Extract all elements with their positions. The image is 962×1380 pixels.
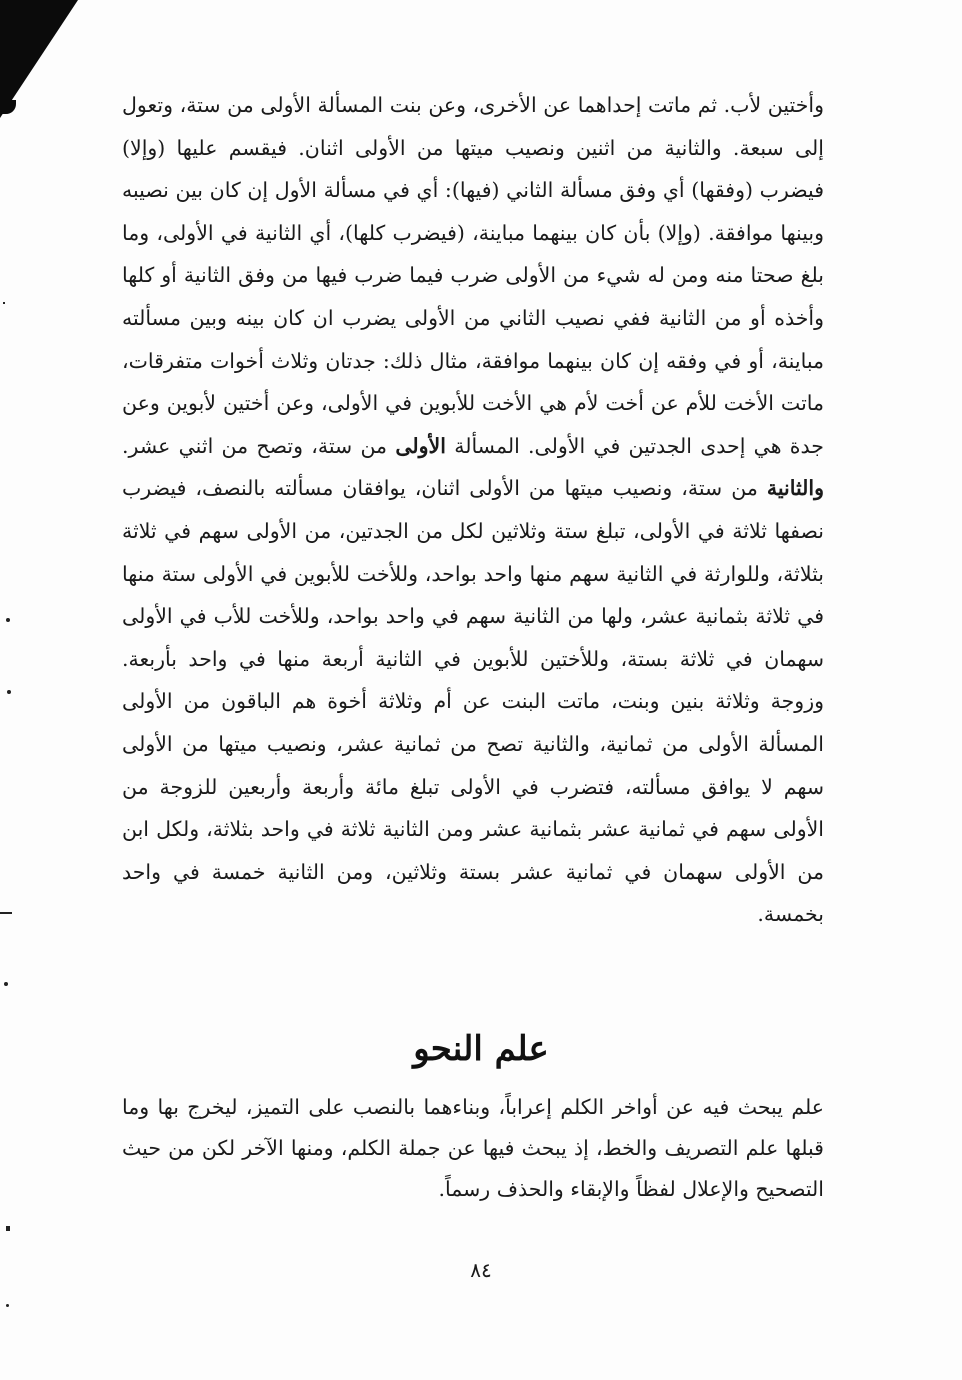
margin-mark	[3, 302, 5, 304]
section-heading: علم النحو	[413, 1029, 549, 1069]
main-text-part-1: وأختين لأب. ثم ماتت إحداهما عن الأخرى، وعن بنت المسألة الأولى من ستة، وتعول إلى سبعة. والثانية من اثنين ونصيب ميتها من الأولى اثنان. فيقسم عليها (وإلا) فيضرب (وفقها) أي وفق مسألة الثاني (فيها): أي في مسألة الأول إن كان بين نصيبه وبينها موافقة. (وإلا) بأن كان بينهما مباينة، (فيضرب كلها)، أي الثانية في الأولى، وما بلغ صحتا منه ومن له شيء من الأولى ضرب فيما ضرب فيها من وفق الثانية أو كلها وأخذه أو من الثانية ففي نصيب الثاني من الأولى يضرب ان كان بينه وبين مسألته مباينة، أو في وفقه إن كان بينهما موافقة، مثال ذلك: جدتان وثلاث أخوات متفرقات، ماتت الأخت للأم عن أخت لأم هي الأخت للأبوين في الأولى، وعن أختين لأبوين وعن جدة هي إحدى الجدتين في الأولى. المسألة	[122, 93, 824, 458]
margin-mark	[4, 982, 8, 986]
margin-mark	[6, 1226, 10, 1231]
main-paragraph	[122, 84, 824, 936]
margin-mark	[7, 690, 11, 694]
main-text-part-2: من ستة، وتصح من اثني عشر.	[122, 433, 388, 458]
margin-mark	[0, 912, 12, 914]
bold-term-second: والثانية	[766, 476, 824, 501]
section-paragraph	[122, 1087, 824, 1210]
page-number: ٨٤	[470, 1258, 492, 1282]
bold-term-first: الأولى	[395, 433, 446, 458]
margin-mark	[6, 1304, 9, 1307]
margin-mark	[6, 618, 10, 622]
main-text-part-3: من ستة، ونصيب ميتها من الأولى اثنان، يوافقان مسألته بالنصف، فيضرب نصفها ثلاثة في الأولى، تبلغ ستة وثلاثين لكل من الجدتين، من الأولى سهم في ثلاثة بثلاثة، وللوارثة في الثانية سهم منها واحد بواحد، وللأخت للأبوين في الأولى ستة منها في ثلاثة بثمانية عشر، ولها من الثانية سهم في واحد بواحد، وللأخت للأب في الأولى سهمان في ثلاثة بستة، وللأختين للأبوين في الثانية أربعة منها في واحد بأربعة. وزوجة وثلاثة بنين وبنت، ماتت البنت عن أم وثلاثة أخوة هم الباقون من الأولى المسألة الأولى من ثمانية، والثانية تصح من ثمانية عشر، ونصيب ميتها من الأولى سهم لا يوافق مسألته، فتضرب في الأولى تبلغ مائة وأربعة وأربعين للزوجة من الأولى سهم في ثمانية عشر بثمانية عشر ومن الثانية ثلاثة في واحد بثلاثة، ولكل ابن من الأولى سهمان في ثمانية عشر بستة وثلاثين، ومن الثانية خمسة في واحد بخمسة.	[122, 476, 824, 927]
section-text: علم يبحث فيه عن أواخر الكلم إعراباً، وبناءهما بالنصب على التميز، ليخرج بها وما قبلها علم التصريف والخط، إذ يبحث فيها عن جملة الكلم، ومنها الآخر لكن من حيث التصحيح والإعلال لفظاً والإبقاء والحذف رسماً.	[122, 1095, 824, 1201]
